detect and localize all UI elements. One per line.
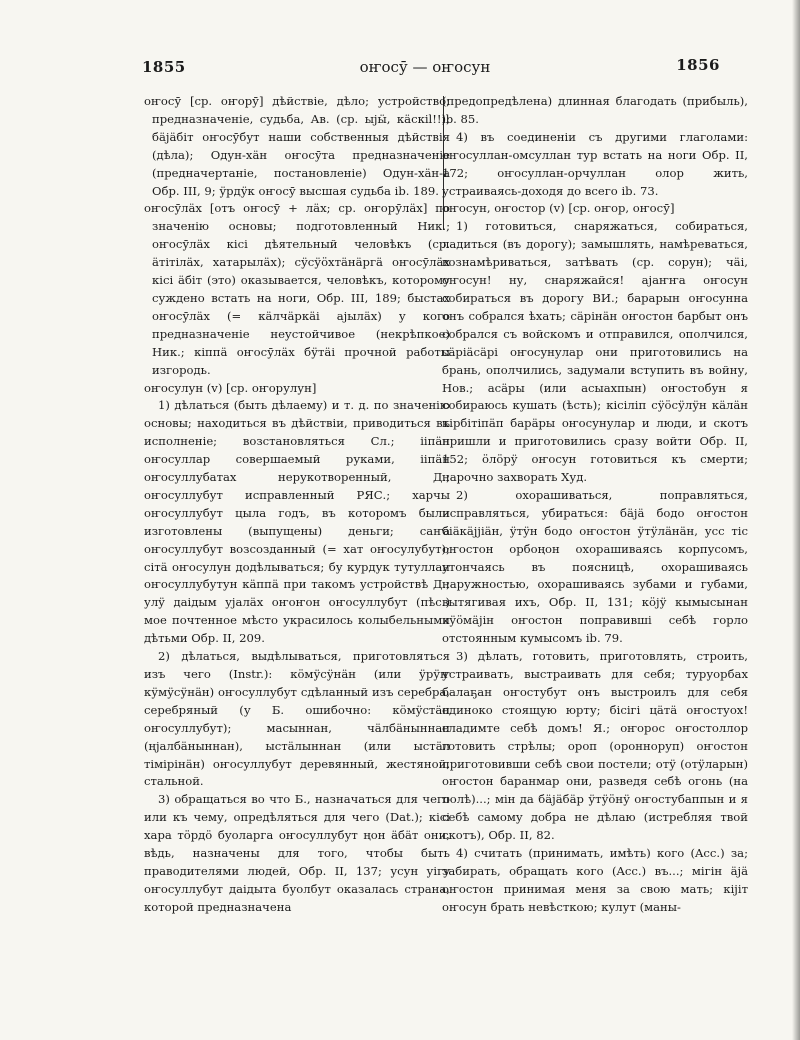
entry-onosulun-head: оҥосулун (v) [ср. оҥорулун] bbox=[144, 380, 317, 395]
sense-paragraph: 3) дѣлать, готовить, приготовлять, строить, устраивать, выстраивать для себя; туруорбах балаҕан оҥостубут онъ выстроилъ для себя одиноко стоящую юрту; бісігі цäтä оҥостуох! сладимте себѣ домъ! Я.; оҥорос оҥостоллор готовить стрѣлы; ороп (оронноруп) оҥостон приготовивши себѣ свои постели; отӱ (отӱларын) оҥостон баранмар они, разведя себѣ огонь (на полѣ)...; мін да бäjäбäр ӱтӱӧнӱ оҥостубаппын и я себѣ самому добра не дѣлаю (истребляя твой скотъ), Обр. II, 82. bbox=[442, 649, 748, 843]
sense-paragraph: 3) обращаться во что Б., назначаться для чего или къ чему, опредѣляться для чего (Dat.); кісі хара тӧрдӧ буоларга оҥосуллубут ңон äбäт они, вѣдь, назначены для того, чтобы быть праводителями людей, Обр. II, 137; усун уігу оҥосуллубут даідыта буолбут оказалась страна, которой предназначена bbox=[144, 792, 450, 914]
continuation-text: (предопредѣлена) длинная благодать (прибыль), ib. 85. bbox=[442, 94, 748, 126]
sense-paragraph: 1) дѣлаться (быть дѣлаему) и т. д. по значенію основы; находиться въ дѣйствіи, приводиться въ исполненіе; возстановляться Сл.; ііпäн оҥосуллар совершаемый руками, ііпäн оҥосуллубатах нерукотворенный, Д.; оҥосуллубут исправленный РЯС.; харчы оҥосуллубут цыла годъ, въ которомъ были изготовлены (выпущены) деньги; саҥа оҥосуллубут возсозданный (= хат оҥосулубут); сітä оҥосулун додѣлываться; бу курдук тутуллан оҥосуллубутун кäппä при такомъ устройствѣ Д.; улӱ даідым уjалäх оҥоҥон оҥосуллубут (пѣс.) мое почтенное мѣсто украсилось колыбельными дѣтьми Обр. II, 209. bbox=[144, 398, 450, 646]
sense-paragraph: 1) готовиться, снаряжаться, собираться, ладиться (въ дорогу); замышлять, намѣреваться, вознамѣриваться, затѣвать (ср. сорун); чäі, оҥосун! ну, снаряжайся! аjаҥҥа оҥосун собираться въ дорогу ВИ.; барарын оҥосунна онъ собрался ѣхать; сäрінäн оҥостон барбыт онъ собрался съ войскомъ и отправился, ополчился, сäріäсäрі оҥосунулар они приготовились на брань, ополчились, задумали вступить въ войну, Нов.; асäры (или асыахпын) оҥостобун я собираюсь кушать (ѣсть); кісіліп сӱӧсӱлӱн кäлäн кірбітіпäп барäры оҥосунулар и люди, и скотъ пришли и приготовились сразу войти Обр. II, 152; ӧлӧрӱ оҥосун готовиться къ смерти; нарочно захворать Худ. bbox=[442, 219, 748, 485]
sense-paragraph: 2) охорашиваться, поправляться, исправляться, убираться: бäjä бодо оҥостон бiäкäjjiäн, ӱтӱн бодо оҥостон ӱтӱлäнäн, усс тіс оҥостон орбоңон охорашиваясь корпусомъ, утончаясь въ поясницѣ, охорашиваясь наружностью, охорашиваясь зубами и губами, вытягивая ихъ, Обр. II, 131; кӧjӱ кымысынан кӱӧмäjін оҥостон поправившi себѣ горло отстоянным кумысомъ ib. 79. bbox=[442, 487, 748, 646]
page-number-left: 1855 bbox=[142, 58, 186, 76]
page-number-right: 1856 bbox=[676, 56, 720, 74]
right-column bbox=[442, 93, 748, 917]
scan-edge-shadow bbox=[792, 0, 800, 1040]
page-header bbox=[130, 52, 720, 82]
entry-onosun-head: оҥосун, оҥостор (v) [ср. оҥор, оҥосӯ] bbox=[442, 201, 675, 216]
sense-paragraph: 4) въ соединеніи съ другими глаголами: оҥосуллан-омсуллан тур встать на ноги Обр. II, 172; оҥосуллан-орчуллан олор жить, устраиваясь-доходя до всего ib. 73. bbox=[442, 129, 748, 198]
running-head: оҥосӯ — оҥосун bbox=[359, 58, 491, 76]
left-column bbox=[144, 93, 450, 917]
sense-paragraph: 2) дѣлаться, выдѣлываться, приготовляться изъ чего (Instr.): кӧмӱсӱнäн (или ӱрӱҥ кӱмӱсӱнäн) оҥосуллубут сдѣланный изъ серебра, серебряный (у Б. ошибочно: кӧмӱстäн оҥосуллубут); масыннан, чäлбäныннан (ңjалбäныннан), ыстäлыннан (или ыстäл тімірінäн) оҥосуллубут деревянный, жестяной, стальной. bbox=[144, 649, 450, 789]
entry-onosulah: оҥосӯлäх [отъ оҥосӯ + лäх; ср. оҥорӯлäх] по значенію основы; подготовленный Ник.; оҥосӯлäх кісі дѣятельный человѣкъ (ср. äтітілäх, хатарылäх); сӱсӱӧхтäнäргä оҥосӯлäх кісі äбіт (это) оказывается, человѣкъ, которому суждено встать на ноги, Обр. III, 189; быстах оҥосӯлäх (= кäлчäркäі аjылäх) у кого предназначеніе неустойчивое (некрѣпкое) Ник.; кіппä оҥосӯлäх бӱтäі прочной работы изгородь. bbox=[144, 201, 450, 377]
sense-paragraph: 4) считать (принимать, имѣть) кого (Acc.) за; забирать, обращать кого (Acc.) въ...; мігін äjä оҥостон принимая меня за свою мать; кіjіт оҥосун брать невѣсткою; кулут (маны- bbox=[442, 846, 748, 914]
entry-onosu: оҥосӯ [ср. оҥорӯ] дѣйствіе, дѣло; устройство; предназначеніе, судьба, Ав. (ср. ыјӹ, кäскіl!!); бäјäбіт оҥосӯбут наши собственныя дѣйствія (дѣла); Одун-хäн оҥосӯта предназначеніе (предначертаніе, постановленіе) Одун-хäн-а Обр. III, 9; ӱрдӱк оҥосӯ высшая судьба ib. 189. bbox=[144, 94, 450, 198]
